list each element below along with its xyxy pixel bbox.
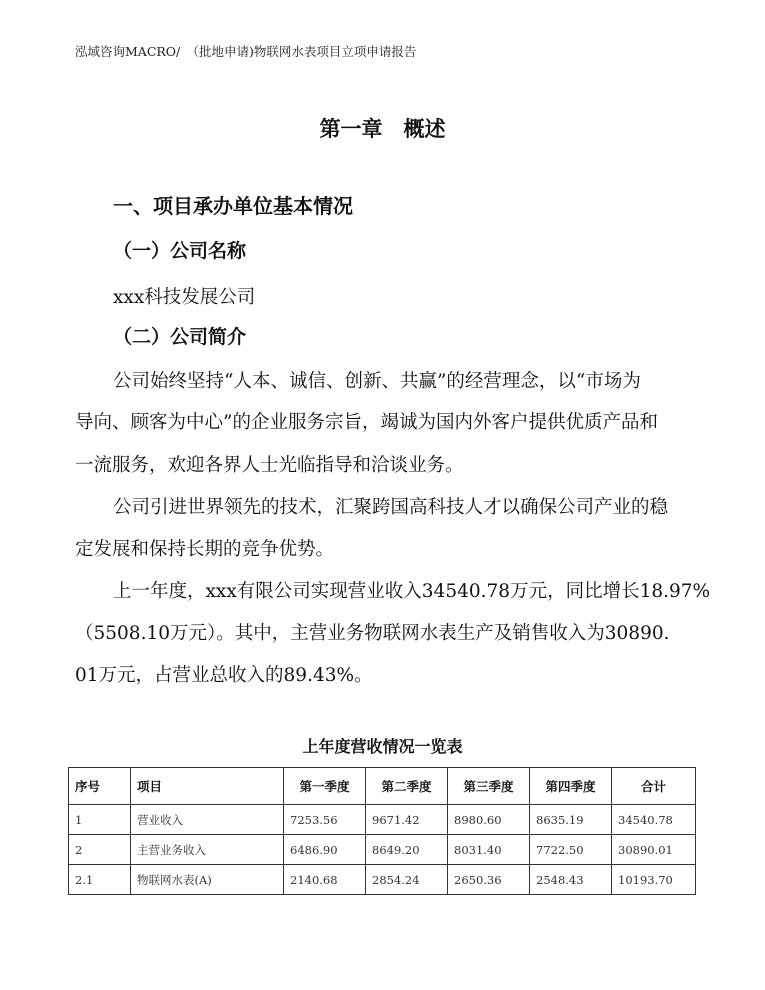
- table-cell: 6486.90: [284, 835, 366, 865]
- header-cell: 第四季度: [530, 768, 612, 805]
- paragraph-line: 01万元，占营业总收入的89.43%。: [75, 665, 373, 686]
- table-cell: 10193.70: [612, 865, 696, 895]
- paragraph-line: 一流服务，欢迎各界人士光临指导和洽谈业务。: [75, 455, 464, 476]
- paragraph-line: 公司引进世界领先的技术，汇聚跨国高科技人才以确保公司产业的稳: [113, 497, 669, 518]
- table-cell: 7253.56: [284, 805, 366, 835]
- table-cell: 7722.50: [530, 835, 612, 865]
- header-cell: 合计: [612, 768, 696, 805]
- table-cell: 8031.40: [448, 835, 530, 865]
- table-cell: 营业收入: [131, 805, 284, 835]
- paragraph-line: 上一年度，xxx有限公司实现营业收入34540.78万元，同比增长18.97%: [113, 581, 711, 602]
- header-cell: 序号: [69, 768, 131, 805]
- subsection-title-company-intro: （二）公司简介: [113, 326, 247, 348]
- subsection-title-company-name: （一）公司名称: [113, 240, 247, 262]
- table-cell: 34540.78: [612, 805, 696, 835]
- table-cell: 2854.24: [366, 865, 448, 895]
- table-cell: 1: [69, 805, 131, 835]
- company-name: xxx科技发展公司: [113, 287, 256, 308]
- table-cell: 2548.43: [530, 865, 612, 895]
- table-row: [69, 805, 696, 835]
- header-cell: 第一季度: [284, 768, 366, 805]
- header-cell: 第三季度: [448, 768, 530, 805]
- table-cell: 8635.19: [530, 805, 612, 835]
- section-title: 一、项目承办单位基本情况: [113, 194, 353, 218]
- table-cell: 8980.60: [448, 805, 530, 835]
- table-cell: 物联网水表(A): [131, 865, 284, 895]
- chapter-title: 第一章 概述: [319, 117, 446, 141]
- paragraph-line: 定发展和保持长期的竞争优势。: [75, 539, 335, 560]
- table-cell: 2: [69, 835, 131, 865]
- table-title: 上年度营收情况一览表: [302, 737, 463, 756]
- paragraph-line: 导向、顾客为中心”的企业服务宗旨，竭诚为国内外客户提供优质产品和: [75, 412, 658, 433]
- table-cell: 9671.42: [366, 805, 448, 835]
- table-cell: 2.1: [69, 865, 131, 895]
- table-header-row: [69, 768, 696, 805]
- paragraph-line: 公司始终坚持“人本、诚信、创新、共赢”的经营理念，以“市场为: [113, 371, 641, 392]
- header-cell: 项目: [131, 768, 284, 805]
- table-cell: 主营业务收入: [131, 835, 284, 865]
- table-cell: 30890.01: [612, 835, 696, 865]
- paragraph-line: （5508.10万元）。其中，主营业务物联网水表生产及销售收入为30890.: [75, 623, 670, 644]
- table-row: [69, 835, 696, 865]
- page-header: 泓域咨询MACRO/ （批地申请)物联网水表项目立项申请报告: [75, 44, 417, 59]
- table-cell: 2650.36: [448, 865, 530, 895]
- header-cell: 第二季度: [366, 768, 448, 805]
- table-cell: 2140.68: [284, 865, 366, 895]
- table-cell: 8649.20: [366, 835, 448, 865]
- table-row: [69, 865, 696, 895]
- revenue-table: [68, 767, 696, 895]
